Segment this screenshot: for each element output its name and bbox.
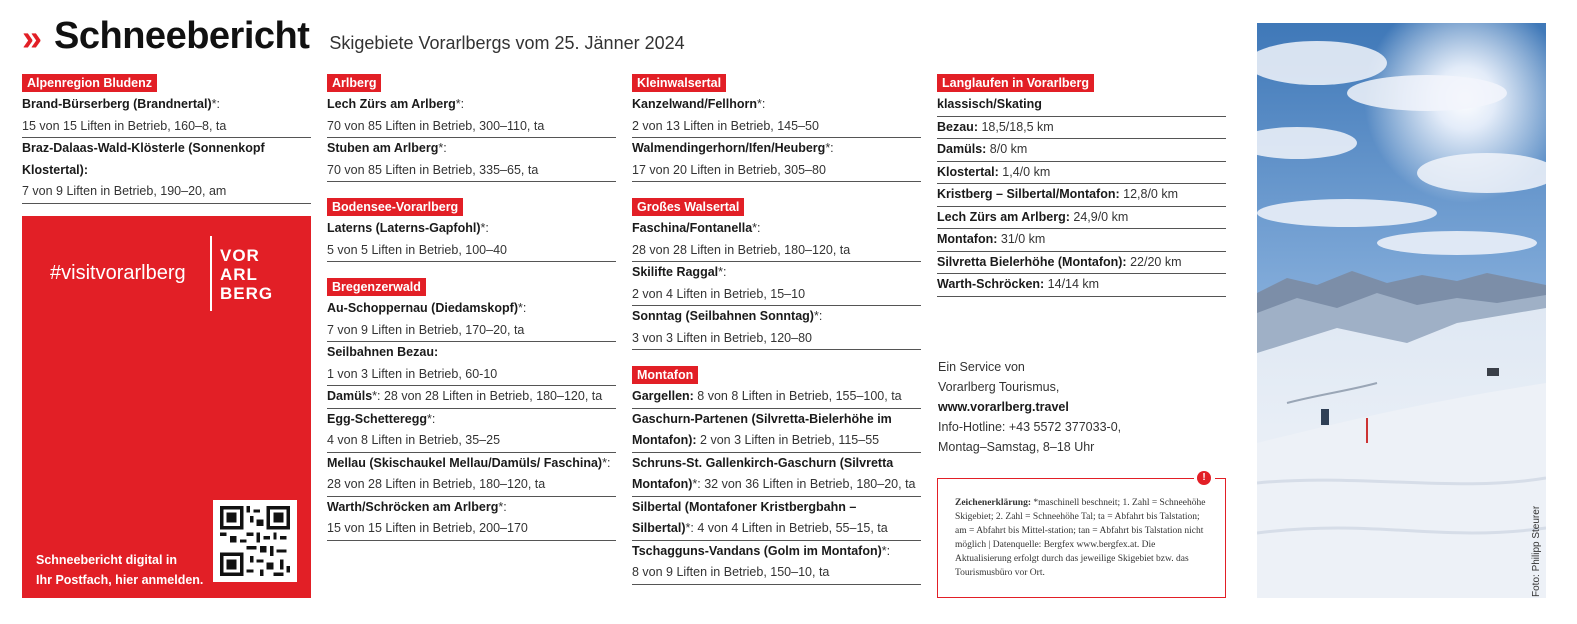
- snowmaking-mark: *:: [825, 141, 834, 155]
- ski-area-entry: [327, 386, 616, 409]
- ski-area-entry: [937, 162, 1226, 185]
- ski-area-name: Sonntag (Seilbahnen Sonntag): [632, 309, 814, 323]
- ski-area-name: Lech Zürs am Arlberg:: [937, 209, 1070, 224]
- ski-area-entry: [937, 207, 1226, 230]
- lift-status: 15 von 15 Liften in Betrieb, 160–8, ta: [22, 118, 227, 133]
- lift-status: 8/0 km: [986, 142, 1028, 156]
- snowmaking-mark: *:: [427, 411, 436, 426]
- ski-area-name: Silbertal (Montafoner Kristbergbahn – Silbertal): [632, 499, 857, 535]
- lift-status: 22/20 km: [1126, 254, 1182, 269]
- ski-area-entry: [632, 262, 921, 306]
- region-badge: Arlberg: [327, 74, 381, 92]
- ski-area-entry: [327, 94, 616, 138]
- ski-area-entry: [937, 229, 1226, 252]
- ski-area-entry: [327, 138, 616, 182]
- logo-divider: [210, 236, 214, 311]
- region-badge: Langlaufen in Vorarlberg: [937, 74, 1094, 92]
- cta-line-2: Ihr Postfach, hier anmelden.: [36, 573, 204, 587]
- lift-status: 14/14 km: [1044, 277, 1100, 291]
- ski-area-name: Damüls: [327, 389, 373, 403]
- lift-status: 18,5/18,5 km: [977, 119, 1054, 134]
- ski-area-entry: [632, 386, 921, 409]
- snowmaking-mark: *:: [455, 97, 465, 111]
- lift-status: 8 von 8 Liften in Betrieb, 155–100, ta: [693, 389, 902, 403]
- logo-line-2: ARL: [220, 265, 258, 284]
- ski-area-name: Bezau:: [937, 119, 978, 134]
- lift-status: 15 von 15 Liften in Betrieb, 200–170: [327, 521, 528, 535]
- legend-top-border-left: [938, 478, 1194, 479]
- ski-area-entry: [327, 298, 616, 342]
- snowmaking-mark: *:: [602, 455, 611, 470]
- region-section: [22, 74, 311, 204]
- column-2: [327, 74, 616, 557]
- ski-area-name: Warth/Schröcken am Arlberg: [327, 499, 499, 514]
- ski-area-entry: [327, 409, 616, 453]
- ski-area-entry: [632, 138, 921, 182]
- region-section: [327, 198, 616, 262]
- ski-area-name: Egg-Schetteregg: [327, 411, 428, 426]
- visitvorarlberg-promo[interactable]: [22, 216, 311, 598]
- ski-area-entry: [327, 342, 616, 386]
- hashtag: #visitvorarlberg: [50, 262, 186, 284]
- snowmaking-mark: *:: [757, 97, 766, 111]
- column-3: [632, 74, 921, 601]
- region-section: [632, 366, 921, 585]
- legend-body: *maschinell beschneit; 1. Zahl = Schneehöhe Skigebiet; 2. Zahl = Schneehöhe Tal; ta = Abfahrt bis Talstation; am = Abfahrt bis Mittel-station; tan = Abfahrt bis Talstation nicht möglich | Datenquelle: Bergfex www.bergfex.at. Die Aktualisierung erfolgt durch das jeweilige Skigebiet bzw. das Tourismusbüro vor Ort.: [955, 498, 1206, 578]
- lift-status: 8 von 9 Liften in Betrieb, 150–10, ta: [632, 565, 830, 579]
- region-section: [327, 74, 616, 182]
- ski-area-entry: [632, 94, 921, 138]
- ski-area-name: Schruns-St. Gallenkirch-Gaschurn (Silvretta Montafon): [632, 455, 894, 491]
- ski-area-entry: [937, 252, 1226, 275]
- legend-top-border-right: [1215, 478, 1225, 479]
- ski-area-name: klassisch/Skating: [937, 97, 1042, 111]
- lift-status: 7 von 9 Liften in Betrieb, 190–20, am: [22, 184, 227, 198]
- ski-area-entry: [937, 117, 1226, 140]
- double-chevron-icon: »: [22, 17, 33, 58]
- region-section: [327, 278, 616, 541]
- ski-area-entry: [632, 218, 921, 262]
- lift-status: 2 von 4 Liften in Betrieb, 15–10: [632, 286, 806, 301]
- hotline: Info-Hotline: +43 5572 377033-0,: [938, 420, 1122, 434]
- ski-area-name: Walmendingerhorn/Ifen/Heuberg: [632, 141, 826, 155]
- ski-area-name: Brand-Bürserberg (Brandnertal): [22, 97, 212, 111]
- ski-area-name: Laterns (Laterns-Gapfohl): [327, 221, 481, 235]
- snowmaking-mark: *:: [718, 265, 727, 279]
- ski-area-name: Faschina/Fontanella: [632, 221, 753, 235]
- ski-area-name: Stuben am Arlberg: [327, 141, 439, 155]
- snowmaking-mark: *:: [438, 141, 447, 155]
- info-icon: !: [1197, 471, 1211, 485]
- legend-label: Zeichenerklärung:: [955, 498, 1031, 508]
- column-1: [22, 74, 311, 220]
- ski-area-entry: [632, 453, 921, 497]
- region-badge: Großes Walsertal: [632, 198, 744, 216]
- opening-hours: Montag–Samstag, 8–18 Uhr: [938, 440, 1095, 454]
- snowmaking-mark: *:: [881, 543, 891, 558]
- lift-status: 17 von 20 Liften in Betrieb, 305–80: [632, 162, 826, 177]
- region-section: [937, 74, 1226, 297]
- newsletter-signup-text[interactable]: [36, 550, 203, 590]
- qr-code-icon[interactable]: [213, 500, 297, 582]
- lift-status: 7 von 9 Liften in Betrieb, 170–20, ta: [327, 322, 525, 337]
- column-4: [937, 74, 1226, 313]
- legend-box: [937, 472, 1226, 598]
- ski-area-name: Au-Schoppernau (Diedamskopf): [327, 301, 518, 315]
- ski-area-entry: [937, 94, 1226, 117]
- snowmaking-mark: *:: [211, 97, 220, 111]
- ski-area-name: Lech Zürs am Arlberg: [327, 97, 456, 111]
- lift-status: 1 von 3 Liften in Betrieb, 60-10: [327, 366, 498, 381]
- ski-area-name: Tschagguns-Vandans (Golm im Montafon): [632, 543, 882, 558]
- ski-area-entry: [937, 274, 1226, 297]
- header: [22, 14, 685, 58]
- ski-area-entry: [327, 497, 616, 541]
- region-section: [632, 198, 921, 350]
- ski-area-entry: [632, 306, 921, 350]
- lift-status: 12,8/0 km: [1119, 187, 1179, 201]
- ski-area-name: Damüls:: [937, 142, 987, 156]
- lift-status: 2 von 3 Liften in Betrieb, 115–55: [696, 433, 880, 447]
- service-line-2: Vorarlberg Tourismus,: [938, 380, 1060, 394]
- page-title: Schneebericht: [54, 15, 310, 57]
- website-link[interactable]: www.vorarlberg.travel: [938, 400, 1069, 414]
- snowmaking-mark: *:: [480, 221, 489, 235]
- lift-status: 4 von 8 Liften in Betrieb, 35–25: [327, 433, 501, 447]
- ski-slope-photo: [1257, 23, 1546, 598]
- ski-area-name: Silvretta Bielerhöhe (Montafon):: [937, 254, 1127, 269]
- ski-area-entry: [937, 139, 1226, 162]
- vorarlberg-logo: [220, 246, 273, 303]
- ski-area-entry: [327, 453, 616, 497]
- snowmaking-mark: *:: [692, 477, 701, 491]
- ski-area-name: Warth-Schröcken:: [937, 277, 1045, 291]
- cta-line-1: Schneebericht digital in: [36, 553, 177, 567]
- lift-status: 28 von 28 Liften in Betrieb, 180–120, ta: [632, 242, 851, 257]
- ski-area-entry: [632, 541, 921, 585]
- lift-status: 2 von 13 Liften in Betrieb, 145–50: [632, 118, 819, 133]
- ski-area-name: Gargellen:: [632, 389, 694, 403]
- lift-status: 70 von 85 Liften in Betrieb, 300–110, ta: [327, 118, 545, 133]
- ski-area-entry: [327, 218, 616, 262]
- snowmaking-mark: *:: [518, 301, 527, 315]
- logo-line-1: VOR: [220, 246, 260, 265]
- ski-area-name: Seilbahnen Bezau:: [327, 345, 439, 359]
- ski-area-name: Kristberg – Silbertal/Montafon:: [937, 187, 1120, 201]
- snowmaking-mark: *:: [498, 499, 507, 514]
- region-badge: Alpenregion Bludenz: [22, 74, 157, 92]
- lift-status: 3 von 3 Liften in Betrieb, 120–80: [632, 330, 812, 345]
- snowmaking-mark: *:: [813, 309, 823, 323]
- lift-status: 4 von 4 Liften in Betrieb, 55–15, ta: [693, 521, 888, 535]
- ski-area-name: Mellau (Skischaukel Mellau/Damüls/ Faschina): [327, 455, 603, 470]
- lift-status: 5 von 5 Liften in Betrieb, 100–40: [327, 242, 507, 257]
- region-badge: Bregenzerwald: [327, 278, 426, 296]
- ski-area-name: Montafon:: [937, 232, 998, 246]
- page-subtitle: Skigebiete Vorarlbergs vom 25. Jänner 2024: [329, 33, 685, 53]
- lift-status: 28 von 28 Liften in Betrieb, 180–120, ta: [380, 389, 603, 403]
- lift-status: 70 von 85 Liften in Betrieb, 335–65, ta: [327, 162, 539, 177]
- snowmaking-mark: *:: [372, 389, 381, 403]
- region-badge: Bodensee-Vorarlberg: [327, 198, 463, 216]
- snowmaking-mark: *:: [752, 221, 761, 235]
- lift-status: 31/0 km: [997, 232, 1046, 246]
- lift-status: 24,9/0 km: [1069, 209, 1129, 224]
- photo-credit: Foto: Philipp Steurer: [1531, 505, 1542, 597]
- snowmaking-mark: *:: [685, 521, 694, 535]
- legend-text: [955, 496, 1209, 580]
- ski-area-entry: [632, 409, 921, 453]
- ski-area-name: Klostertal:: [937, 164, 999, 179]
- ski-area-name: Skilifte Raggal: [632, 265, 719, 279]
- service-line-1: Ein Service von: [938, 360, 1025, 374]
- ski-area-name: Kanzelwand/Fellhorn: [632, 97, 758, 111]
- ski-area-name: Gaschurn-Partenen (Silvretta-Bielerhöhe im Montafon):: [632, 411, 892, 447]
- lift-status: 1,4/0 km: [998, 164, 1051, 179]
- region-badge: Montafon: [632, 366, 698, 384]
- ski-area-entry: [937, 184, 1226, 207]
- lift-status: 32 von 36 Liften in Betrieb, 180–20, ta: [700, 477, 916, 491]
- service-info: [938, 357, 1121, 457]
- lift-status: 28 von 28 Liften in Betrieb, 180–120, ta: [327, 477, 546, 491]
- region-badge: Kleinwalsertal: [632, 74, 726, 92]
- ski-area-name: Braz-Dalaas-Wald-Klösterle (Sonnenkopf Klostertal):: [22, 141, 265, 177]
- ski-area-entry: [632, 497, 921, 541]
- ski-area-entry: [22, 94, 311, 138]
- ski-area-entry: [22, 138, 311, 204]
- region-section: [632, 74, 921, 182]
- logo-line-3: BERG: [220, 284, 274, 303]
